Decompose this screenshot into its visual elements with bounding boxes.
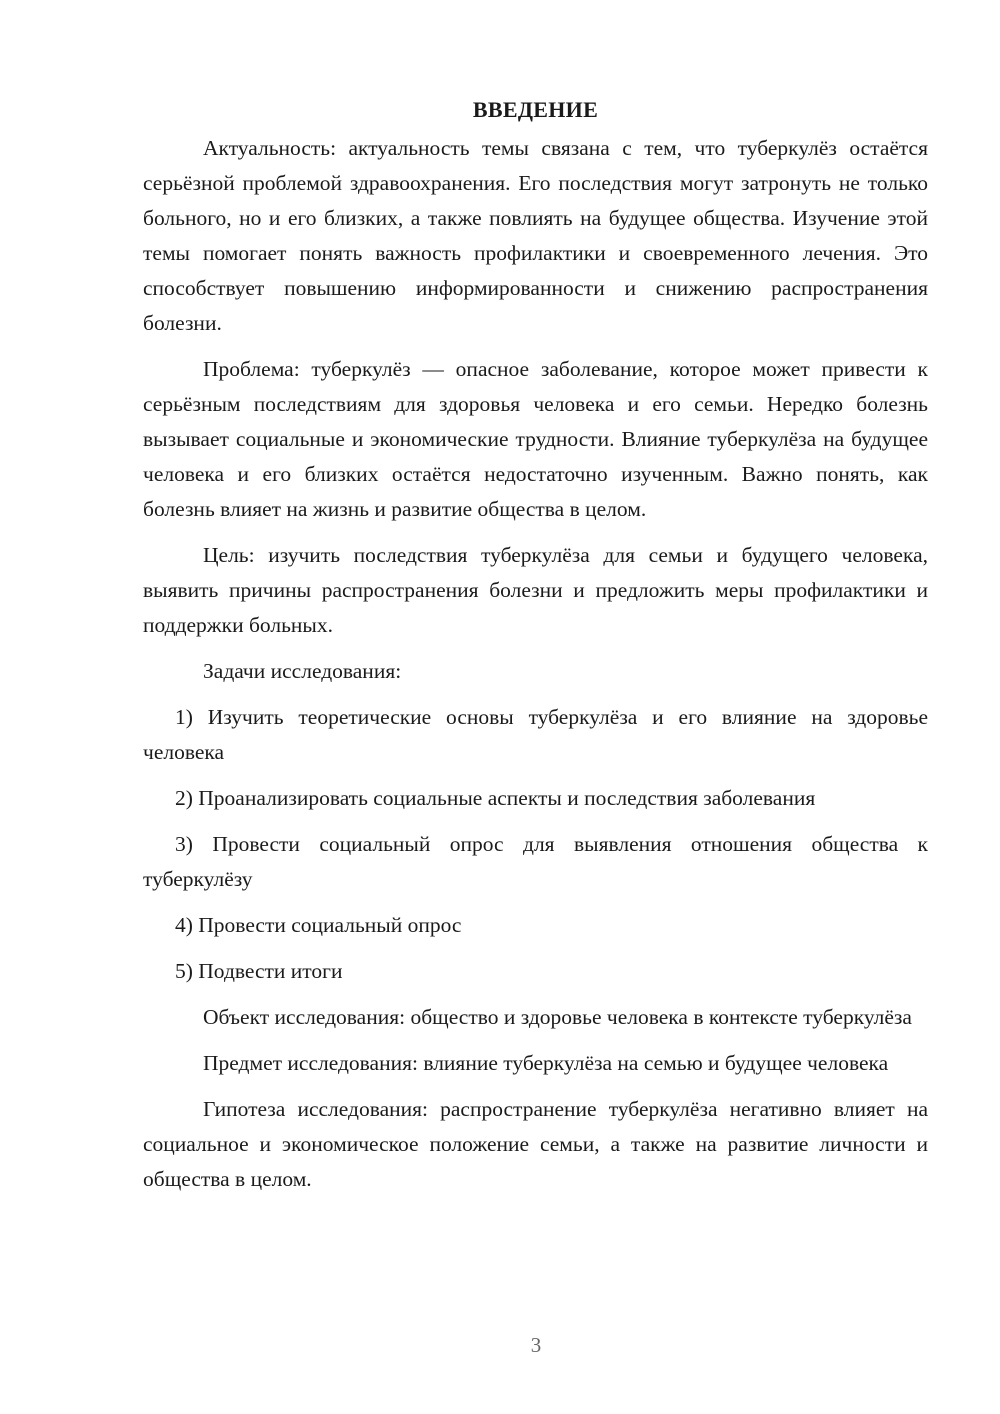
paragraph-object: Объект исследования: общество и здоровье человека в контексте туберкулёза <box>203 1005 912 1029</box>
paragraph-subject: Предмет исследования: влияние туберкулёза на семью и будущее человека <box>203 1051 889 1075</box>
list-item: 4) Провести социальный опрос <box>175 913 462 937</box>
paragraph-goal: Цель: изучить последствия туберкулёза для семьи и будущего человека, выявить причины распространения болезни и предложить меры профилактики и поддержки больных. <box>143 543 928 637</box>
paragraph-problem: Проблема: туберкулёз — опасное заболевание, которое может привести к серьёзным последствиям для здоровья человека и его семьи. Нередко болезнь вызывает социальные и экономические трудности. Влияние туберкулёза на будущее человека и его близких остаётся недостаточно изученным. Важно понять, как болезнь влияет на жизнь и развитие общества в целом. <box>143 357 928 521</box>
list-item: 1) Изучить теоретические основы туберкулёза и его влияние на здоровье человека <box>143 705 928 764</box>
list-item: 5) Подвести итоги <box>175 959 343 983</box>
section-title: ВВЕДЕНИЕ <box>472 97 599 122</box>
paragraph-relevance: Актуальность: актуальность темы связана с тем, что туберкулёз остаётся серьёзной проблемой здравоохранения. Его последствия могут затронуть не только больного, но и его близких, а также повлиять на будущее общества. Изучение этой темы помогает понять важность профилактики и своевременного лечения. Это способствует повышению информированности и снижению распространения болезни. <box>143 136 928 335</box>
page-number: 3 <box>530 1333 542 1357</box>
paragraph-hypothesis: Гипотеза исследования: распространение туберкулёза негативно влияет на социальное и экономическое положение семьи, а также на развитие личности и общества в целом. <box>143 1097 928 1191</box>
document-page <box>143 92 928 1208</box>
tasks-list <box>143 700 928 989</box>
tasks-heading: Задачи исследования: <box>203 659 402 683</box>
list-item: 3) Провести социальный опрос для выявления отношения общества к туберкулёзу <box>143 832 928 891</box>
list-item: 2) Проанализировать социальные аспекты и последствия заболевания <box>175 786 816 810</box>
